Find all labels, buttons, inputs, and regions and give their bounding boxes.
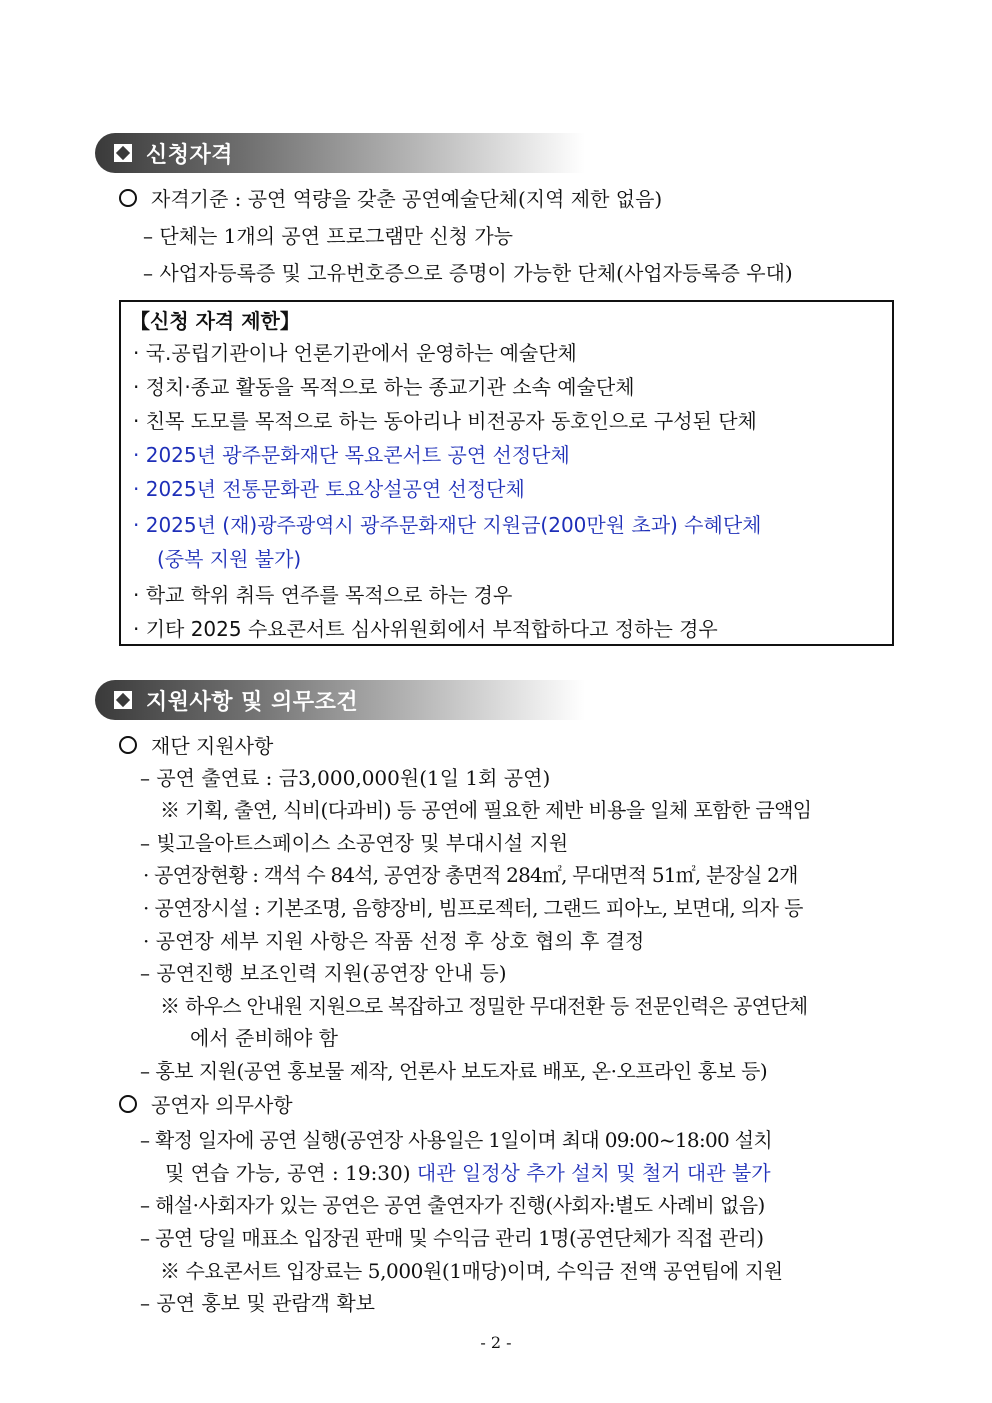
restriction-item-highlight: · 2025년 광주문화재단 목요콘서트 공연 선정단체 — [133, 443, 570, 467]
duty-item-continued-text: 및 연습 가능, 공연 : 19:30) — [165, 1161, 411, 1185]
support-note-continued: 에서 준비해야 함 — [190, 1026, 338, 1050]
support-note: ※ 기획, 출연, 식비(다과비) 등 공연에 필요한 제반 비용을 일체 포함한 금액임 — [160, 798, 812, 822]
page-number: - 2 - — [480, 1333, 512, 1352]
criteria-dash-2: – 사업자등록증 및 고유번호증으로 증명이 가능한 단체(사업자등록증 우대) — [143, 261, 793, 285]
section-header-support — [95, 680, 585, 720]
duty-item: – 해설·사회자가 있는 공연은 공연 출연자가 진행(사회자:별도 사례비 없음) — [140, 1193, 765, 1217]
duty-heading-text: 공연자 의무사항 — [151, 1093, 293, 1117]
restriction-item-continued: (중복 지원 불가) — [157, 547, 302, 571]
criteria-dash-1: – 단체는 1개의 공연 프로그램만 신청 가능 — [143, 224, 513, 248]
circle-bullet-icon — [119, 189, 137, 207]
duty-item: – 확정 일자에 공연 실행(공연장 사용일은 1일이며 최대 09:00~18:00 설치 — [140, 1128, 772, 1152]
support-item: – 공연 출연료 : 금3,000,000원(1일 1회 공연) — [140, 766, 551, 790]
restriction-title: 【신청 자격 제한】 — [130, 309, 300, 333]
duty-item-continued — [165, 1158, 771, 1188]
support-heading-text: 재단 지원사항 — [151, 734, 274, 758]
restriction-item: · 정치·종교 활동을 목적으로 하는 종교기관 소속 예술단체 — [133, 375, 635, 399]
duty-heading — [119, 1090, 293, 1120]
restriction-item-highlight: · 2025년 (재)광주광역시 광주문화재단 지원금(200만원 초과) 수혜단체 — [133, 513, 762, 537]
support-subitem: · 공연장시설 : 기본조명, 음향장비, 빔프로젝터, 그랜드 피아노, 보면대, 의자 등 — [143, 896, 803, 920]
duty-item: – 공연 홍보 및 관람객 확보 — [140, 1291, 375, 1315]
duty-highlight: 대관 일정상 추가 설치 및 철거 대관 불가 — [416, 1161, 771, 1185]
support-item: – 홍보 지원(공연 홍보물 제작, 언론사 보도자료 배포, 온·오프라인 홍보 등) — [140, 1059, 768, 1083]
support-note: ※ 하우스 안내원 지원으로 복잡하고 정밀한 무대전환 등 전문인력은 공연단체 — [160, 994, 808, 1018]
section-title: 지원사항 및 의무조건 — [146, 689, 359, 715]
support-subitem: · 공연장현황 : 객석 수 84석, 공연장 총면적 284㎡, 무대면적 51㎡, 분장실 2개 — [143, 863, 798, 887]
restriction-item: · 학교 학위 취득 연주를 목적으로 하는 경우 — [133, 583, 513, 607]
support-item: – 빛고을아트스페이스 소공연장 및 부대시설 지원 — [140, 831, 569, 855]
diamond-icon — [114, 691, 132, 709]
support-heading — [119, 731, 273, 761]
section-header-eligibility — [95, 133, 585, 173]
support-item: – 공연진행 보조인력 지원(공연장 안내 등) — [140, 961, 507, 985]
criteria-line — [119, 184, 662, 214]
restriction-item-highlight: · 2025년 전통문화관 토요상설공연 선정단체 — [133, 477, 525, 501]
support-subitem: · 공연장 세부 지원 사항은 작품 선정 후 상호 협의 후 결정 — [143, 929, 645, 953]
duty-note: ※ 수요콘서트 입장료는 5,000원(1매당)이며, 수익금 전액 공연팀에 지원 — [160, 1259, 783, 1283]
restriction-item: · 기타 2025 수요콘서트 심사위원회에서 부적합하다고 정하는 경우 — [133, 617, 718, 641]
criteria-text: 자격기준 : 공연 역량을 갖춘 공연예술단체(지역 제한 없음) — [151, 187, 663, 211]
diamond-icon — [114, 144, 132, 162]
circle-bullet-icon — [119, 736, 137, 754]
restriction-box — [119, 300, 894, 646]
section-title: 신청자격 — [146, 142, 234, 168]
restriction-item: · 친목 도모를 목적으로 하는 동아리나 비전공자 동호인으로 구성된 단체 — [133, 409, 757, 433]
restriction-item: · 국.공립기관이나 언론기관에서 운영하는 예술단체 — [133, 341, 577, 365]
duty-item: – 공연 당일 매표소 입장권 판매 및 수익금 관리 1명(공연단체가 직접 관리) — [140, 1226, 764, 1250]
circle-bullet-icon — [119, 1095, 137, 1113]
